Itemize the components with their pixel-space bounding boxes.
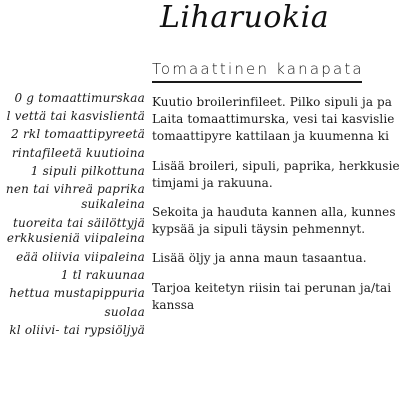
ingredient-list <box>0 91 145 341</box>
instruction-step: Lisää öljy ja anna maun tasaantua. <box>152 251 367 266</box>
ingredient: suolaa <box>104 304 145 319</box>
ingredient: 1 sipuli pilkottuna <box>30 163 145 178</box>
instructions <box>152 94 400 326</box>
ingredient: hettua mustapippuria <box>9 286 145 301</box>
ingredient: l vettä tai kasvislientä <box>6 109 145 124</box>
ingredient: nen tai vihreä paprika suikaleina <box>5 181 145 211</box>
ingredient: tuoreita tai säilöttyjä erkkusieniä viipaleina <box>6 215 145 245</box>
recipe-heading: Tomaattinen kanapata <box>152 60 364 78</box>
instruction-step: Sekoita ja hauduta kannen alla, kunnes kypsää ja sipuli täysin pehmennyt. <box>152 205 396 237</box>
ingredient: 0 g tomaattimurskaa <box>14 91 145 105</box>
ingredient: 2 rkl tomaattipyreetä <box>11 127 145 142</box>
instruction-step: Kuutio broilerinfileet. Pilko sipuli ja pa Laita tomaattimurska, vesi tai kasvislie tomaattipyre kattilaan ja kuumenna ki <box>152 95 395 144</box>
ingredient: rintafileetä kuutioina <box>11 145 145 160</box>
ingredient: eää oliivia viipaleina <box>16 249 145 264</box>
instruction-step: Tarjoa keitetyn riisin tai perunan ja/tai kanssa <box>152 280 392 312</box>
ingredient: kl oliivi- tai rypsiöljyä <box>9 322 145 337</box>
page-title: Liharuokia <box>160 0 330 35</box>
recipe-heading-underline <box>152 81 362 83</box>
instruction-step: Lisää broileri, sipuli, paprika, herkkusie timjami ja rakuuna. <box>152 158 400 190</box>
ingredient: 1 tl rakuunaa <box>60 268 145 283</box>
